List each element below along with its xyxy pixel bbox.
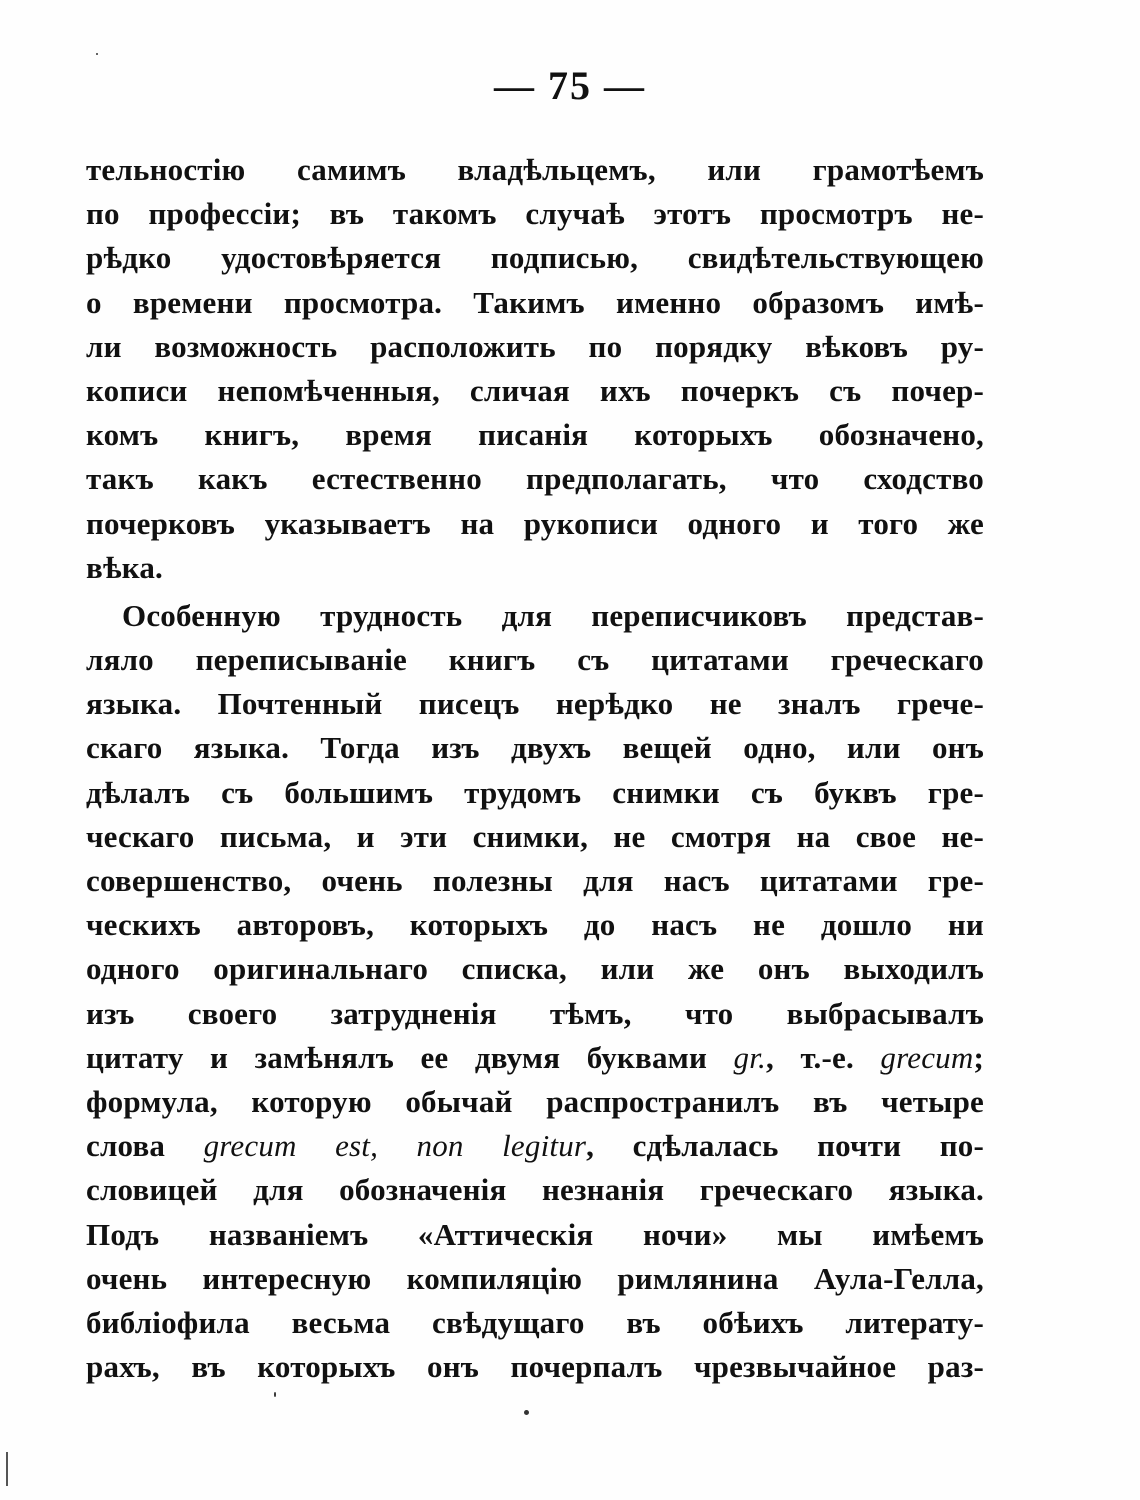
text-line	[86, 457, 984, 501]
text-line	[86, 502, 984, 546]
text-line	[86, 192, 984, 236]
text-segment: рахъ, въ которыхъ онъ почерпалъ чрезвычайное раз-	[86, 1349, 984, 1385]
text-line	[86, 1036, 984, 1080]
text-line	[86, 903, 984, 947]
text-line	[86, 1257, 984, 1301]
text-line	[86, 1345, 984, 1389]
text-segment: скаго языка. Тогда изъ двухъ вещей одно, или онъ	[86, 730, 984, 766]
text-line	[86, 546, 984, 590]
text-segment: такъ какъ естественно предполагать, что сходство	[86, 461, 984, 497]
text-segment: тельностію самимъ владѣльцемъ, или грамотѣемъ	[86, 152, 984, 187]
text-line	[86, 236, 984, 280]
text-line	[86, 1213, 984, 1257]
text-line	[86, 726, 984, 770]
text-line	[86, 1124, 984, 1168]
text-segment: ли возможность расположить по порядку вѣковъ ру-	[86, 328, 984, 364]
text-segment: цитату и замѣнялъ ее двумя буквами	[86, 1039, 734, 1075]
text-segment: по профессіи; въ такомъ случаѣ этотъ просмотръ не-	[86, 196, 984, 232]
text-line	[86, 413, 984, 457]
page-number: — 75 —	[494, 63, 646, 108]
text-line	[86, 638, 984, 682]
text-segment: почерковъ указываетъ на рукописи одного и того же	[86, 505, 984, 541]
text-line	[86, 947, 984, 991]
text-segment: , сдѣлалась почти по-	[586, 1128, 984, 1164]
text-line	[86, 594, 984, 638]
text-segment: дѣлалъ съ большимъ трудомъ снимки съ буквъ гре-	[86, 774, 984, 810]
text-segment: библіофила весьма свѣдущаго въ обѣихъ литерату-	[86, 1304, 984, 1340]
text-segment: ляло переписываніе книгъ съ цитатами греческаго	[86, 642, 984, 678]
text-segment: о времени просмотра. Такимъ именно образомъ имѣ-	[86, 284, 984, 320]
italic-text: gr.	[733, 1039, 766, 1075]
text-segment: Особенную трудность для переписчиковъ представ-	[122, 597, 984, 633]
scan-speck	[274, 1392, 276, 1397]
text-segment: слова	[86, 1128, 204, 1164]
text-segment: совершенство, очень полезны для насъ цитатами гре-	[86, 863, 984, 898]
text-line	[86, 859, 984, 903]
text-segment: , т.-е.	[766, 1039, 881, 1075]
text-line	[86, 771, 984, 815]
text-segment: формула, которую обычай распространилъ въ четыре	[86, 1083, 984, 1119]
text-segment: одного оригинальнаго списка, или же онъ выходилъ	[86, 951, 984, 987]
text-segment: языка. Почтенный писецъ нерѣдко не зналъ грече-	[86, 686, 984, 722]
text-segment: ;	[973, 1039, 984, 1075]
scan-edge-mark	[6, 1452, 8, 1486]
text-segment: ческаго письма, и эти снимки, не смотря на свое не-	[86, 818, 984, 854]
text-line	[86, 281, 984, 325]
italic-text: grecum est, non legitur	[203, 1128, 587, 1164]
text-line	[86, 148, 984, 192]
text-segment: Подъ названіемъ «Аттическія ночи» мы имѣемъ	[86, 1216, 984, 1252]
text-segment: словицей для обозначенія незнанія греческаго языка.	[86, 1172, 984, 1208]
text-segment: рѣдко удостовѣряется подписью, свидѣтельствующею	[86, 240, 984, 276]
text-line	[86, 682, 984, 726]
text-segment: очень интересную компиляцію римлянина Аула-Гелла,	[86, 1260, 984, 1296]
text-line	[86, 1080, 984, 1124]
text-line	[86, 992, 984, 1036]
text-segment: изъ своего затрудненія тѣмъ, что выбрасывалъ	[86, 995, 984, 1031]
text-line	[86, 369, 984, 413]
body-text	[86, 148, 984, 1389]
text-line	[86, 1301, 984, 1345]
scan-speck	[524, 1410, 529, 1415]
text-segment: вѣка.	[86, 549, 163, 585]
text-line	[86, 325, 984, 369]
scan-speck	[96, 53, 98, 55]
italic-text: grecum	[880, 1039, 974, 1075]
text-segment: ческихъ авторовъ, которыхъ до насъ не дошло ни	[86, 907, 984, 943]
text-segment: комъ книгъ, время писанія которыхъ обозначено,	[86, 417, 984, 453]
text-segment: кописи непомѣченныя, сличая ихъ почеркъ съ почер-	[86, 372, 984, 408]
text-line	[86, 1168, 984, 1212]
text-line	[86, 815, 984, 859]
